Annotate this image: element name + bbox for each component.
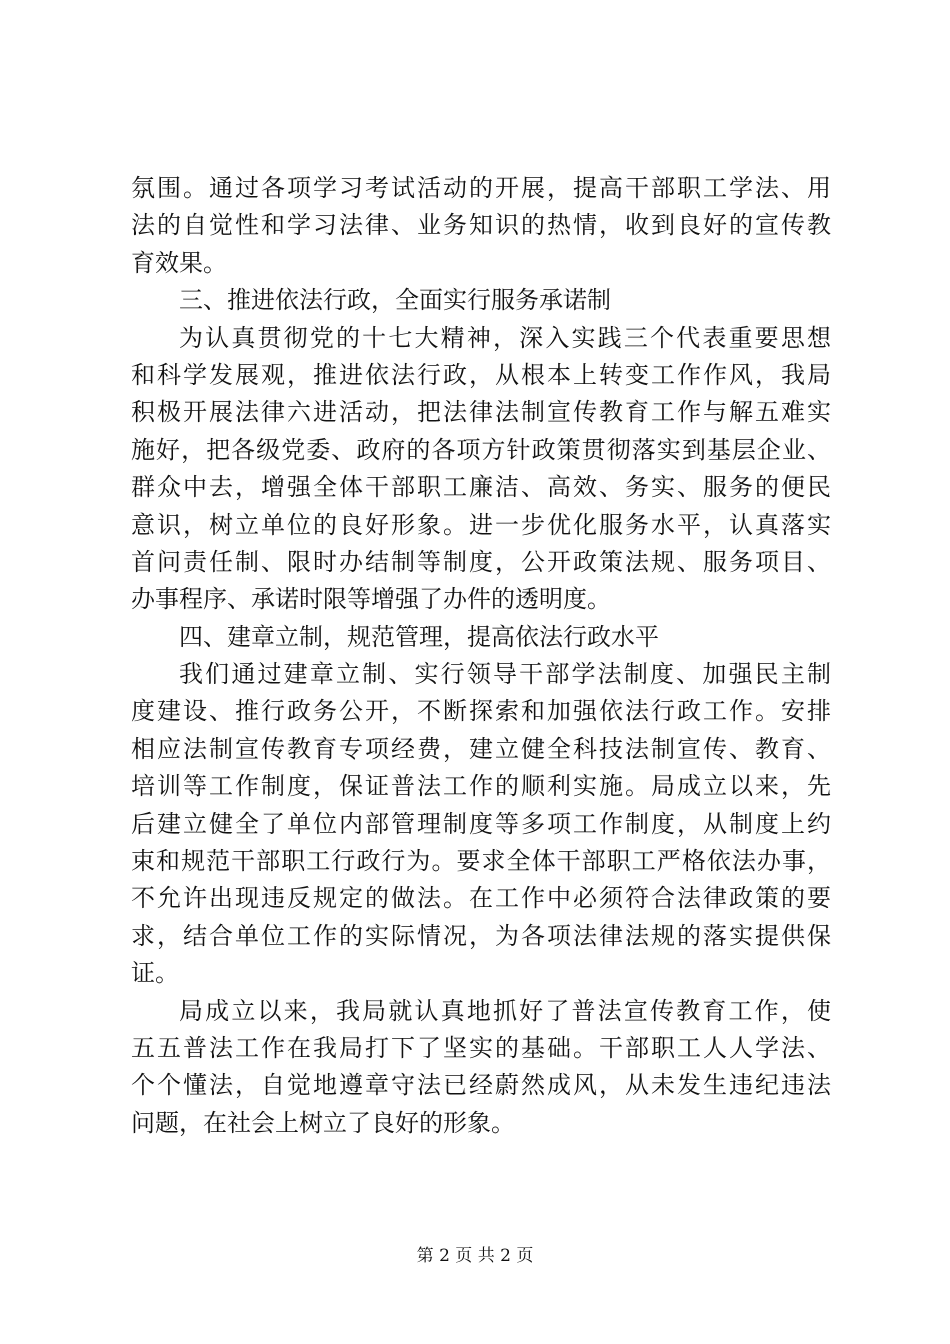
- section-heading: 四、建章立制，规范管理，提高依法行政水平: [179, 622, 659, 651]
- text-line: 后建立健全了单位内部管理制度等多项工作制度，从制度上约: [131, 809, 831, 838]
- body-text: [131, 170, 831, 1142]
- text-line: 法的自觉性和学习法律、业务知识的热情，收到良好的宣传教: [131, 211, 831, 240]
- text-line: 我们通过建章立制、实行领导干部学法制度、加强民主制: [179, 660, 831, 689]
- text-line: 和科学发展观，推进依法行政，从根本上转变工作作风，我局: [131, 360, 831, 389]
- text-line: 证。: [131, 959, 179, 988]
- text-line: 积极开展法律六进活动，把法律法制宣传教育工作与解五难实: [131, 398, 831, 427]
- page-number-footer: 第 2 页 共 2 页: [416, 1246, 534, 1266]
- text-line: 首问责任制、限时办结制等制度，公开政策法规、服务项目、: [131, 547, 831, 576]
- text-line: 意识，树立单位的良好形象。进一步优化服务水平，认真落实: [131, 510, 831, 539]
- text-line: 办事程序、承诺时限等增强了办件的透明度。: [131, 585, 611, 614]
- text-line: 局成立以来，我局就认真地抓好了普法宣传教育工作，使: [179, 996, 831, 1025]
- text-line: 束和规范干部职工行政行为。要求全体干部职工严格依法办事，: [131, 847, 831, 876]
- text-line: 群众中去，增强全体干部职工廉洁、高效、务实、服务的便民: [131, 473, 831, 502]
- text-line: 相应法制宣传教育专项经费，建立健全科技法制宣传、教育、: [131, 734, 831, 763]
- text-line: 度建设、推行政务公开，不断探索和加强依法行政工作。安排: [131, 697, 831, 726]
- text-line: 求，结合单位工作的实际情况，为各项法律法规的落实提供保: [131, 921, 831, 950]
- text-line: 不允许出现违反规定的做法。在工作中必须符合法律政策的要: [131, 884, 831, 913]
- text-line: 个个懂法，自觉地遵章守法已经蔚然成风，从未发生违纪违法: [131, 1071, 831, 1100]
- text-line: 问题，在社会上树立了良好的形象。: [131, 1108, 515, 1137]
- text-line: 为认真贯彻党的十七大精神，深入实践三个代表重要思想: [179, 323, 831, 352]
- text-line: 氛围。通过各项学习考试活动的开展，提高干部职工学法、用: [131, 174, 831, 202]
- text-line: 育效果。: [131, 248, 227, 277]
- section-heading: 三、推进依法行政，全面实行服务承诺制: [179, 286, 611, 315]
- text-line: 培训等工作制度，保证普法工作的顺利实施。局成立以来，先: [131, 772, 831, 801]
- text-line: 施好，把各级党委、政府的各项方针政策贯彻落实到基层企业、: [131, 435, 831, 464]
- text-line: 五五普法工作在我局打下了坚实的基础。干部职工人人学法、: [131, 1033, 831, 1062]
